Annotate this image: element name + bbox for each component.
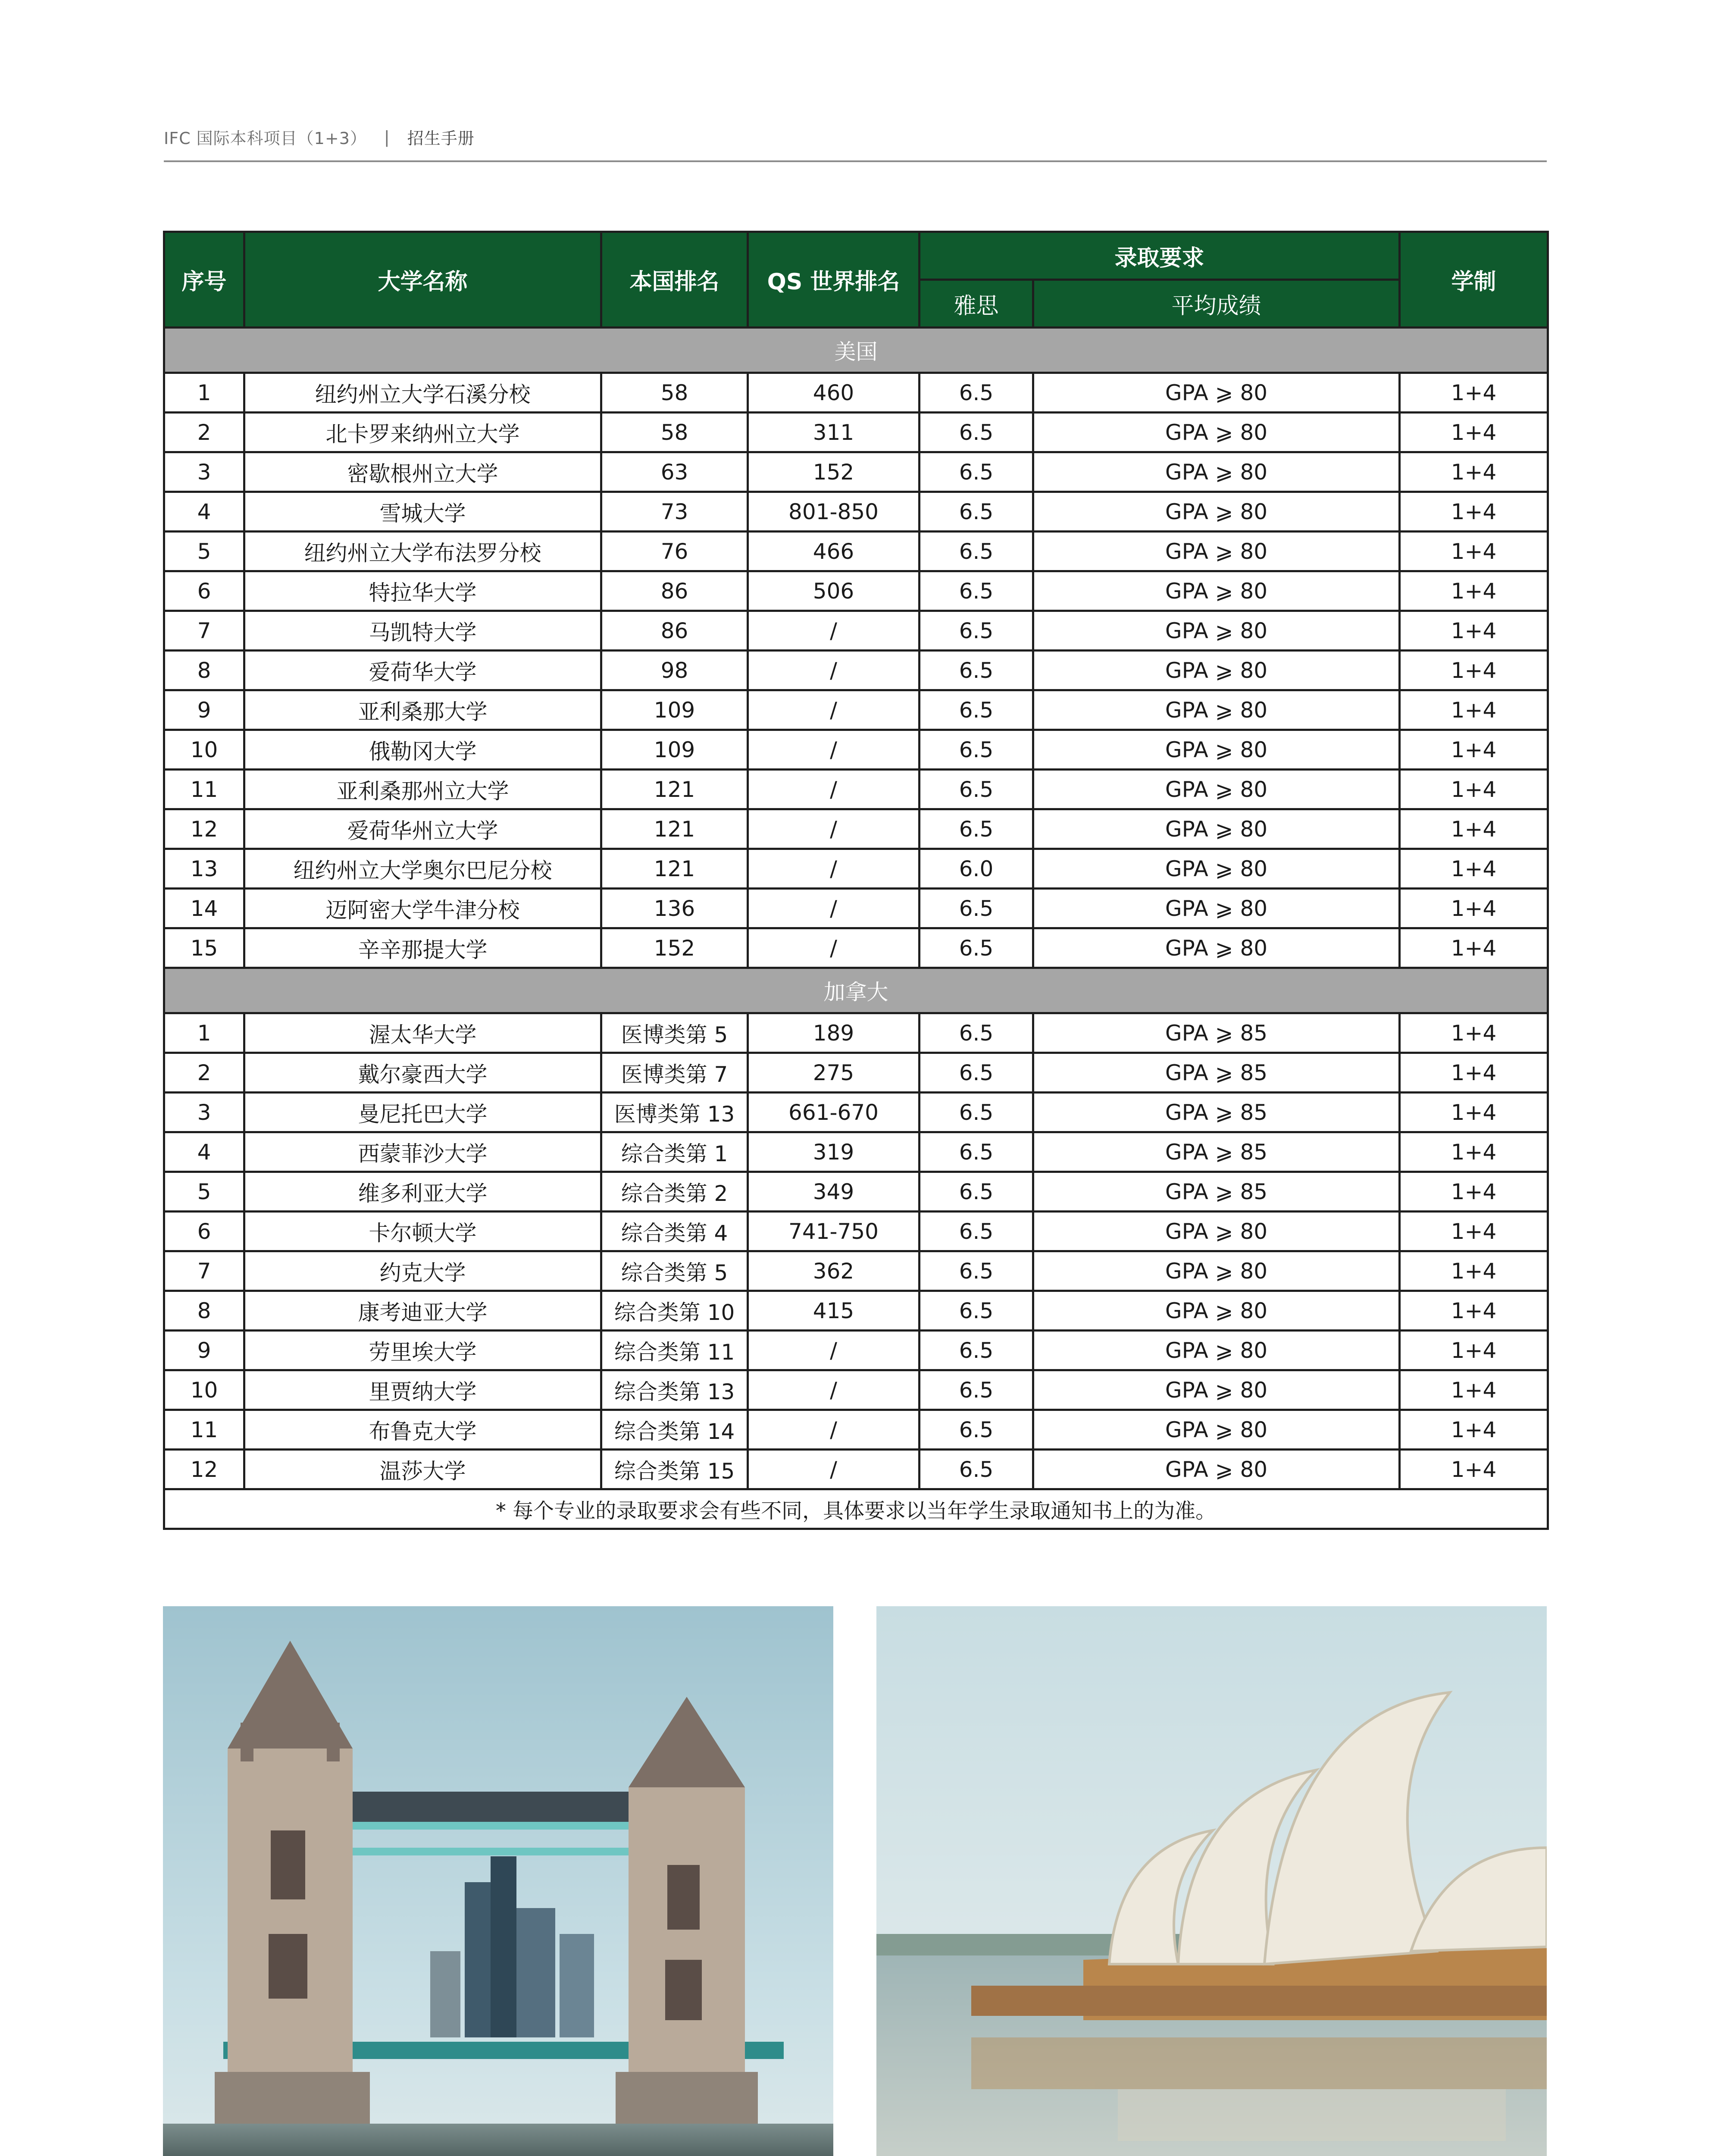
cell-university-name: 北卡罗来纳州立大学 [244, 413, 601, 452]
col-header-duration: 学制 [1400, 232, 1548, 328]
cell-seq: 3 [164, 1093, 244, 1132]
cell-duration: 1+4 [1400, 1251, 1548, 1291]
table-row [164, 571, 1548, 611]
cell-seq: 9 [164, 690, 244, 730]
cell-duration: 1+4 [1400, 452, 1548, 492]
cell-gpa: GPA ⩾ 80 [1033, 452, 1400, 492]
cell-ielts: 6.5 [920, 1013, 1033, 1053]
cell-qs-rank: 460 [748, 373, 920, 413]
table-row [164, 1212, 1548, 1251]
cell-gpa: GPA ⩾ 80 [1033, 413, 1400, 452]
cell-university-name: 纽约州立大学奥尔巴尼分校 [244, 849, 601, 889]
cell-ielts: 6.5 [920, 1331, 1033, 1370]
cell-seq: 8 [164, 1291, 244, 1331]
cell-university-name: 特拉华大学 [244, 571, 601, 611]
col-header-national-rank: 本国排名 [601, 232, 748, 328]
cell-duration: 1+4 [1400, 1093, 1548, 1132]
cell-qs-rank: 362 [748, 1251, 920, 1291]
cell-seq: 2 [164, 1053, 244, 1093]
header-separator: | [384, 127, 390, 147]
cell-seq: 12 [164, 809, 244, 849]
cell-duration: 1+4 [1400, 1291, 1548, 1331]
cell-duration: 1+4 [1400, 1053, 1548, 1093]
cell-ielts: 6.5 [920, 809, 1033, 849]
cell-duration: 1+4 [1400, 690, 1548, 730]
table-row [164, 1251, 1548, 1291]
cell-qs-rank: 801-850 [748, 492, 920, 532]
cell-ielts: 6.5 [920, 1172, 1033, 1212]
cell-gpa: GPA ⩾ 80 [1033, 809, 1400, 849]
table-row [164, 452, 1548, 492]
table-row [164, 413, 1548, 452]
cell-gpa: GPA ⩾ 85 [1033, 1172, 1400, 1212]
cell-qs-rank: / [748, 889, 920, 928]
cell-qs-rank: / [748, 928, 920, 968]
cell-ielts: 6.5 [920, 611, 1033, 651]
cell-gpa: GPA ⩾ 80 [1033, 651, 1400, 690]
cell-duration: 1+4 [1400, 770, 1548, 809]
cell-duration: 1+4 [1400, 1370, 1548, 1410]
cell-ielts: 6.5 [920, 373, 1033, 413]
table-footnote: * 每个专业的录取要求会有些不同，具体要求以当年学生录取通知书上的为准。 [164, 1489, 1548, 1529]
table-row [164, 889, 1548, 928]
sydney-opera-house-photo [876, 1606, 1547, 2156]
cell-university-name: 爱荷华大学 [244, 651, 601, 690]
cell-duration: 1+4 [1400, 1331, 1548, 1370]
cell-ielts: 6.5 [920, 492, 1033, 532]
cell-university-name: 迈阿密大学牛津分校 [244, 889, 601, 928]
cell-duration: 1+4 [1400, 1172, 1548, 1212]
cell-seq: 7 [164, 611, 244, 651]
table-row [164, 1370, 1548, 1410]
cell-gpa: GPA ⩾ 80 [1033, 1370, 1400, 1410]
section-title: 美国 [164, 328, 1548, 373]
cell-qs-rank: / [748, 1450, 920, 1489]
cell-ielts: 6.5 [920, 1093, 1033, 1132]
cell-qs-rank: / [748, 730, 920, 770]
cell-university-name: 雪城大学 [244, 492, 601, 532]
cell-qs-rank: 661-670 [748, 1093, 920, 1132]
table-row [164, 373, 1548, 413]
section-row [164, 968, 1548, 1013]
cell-seq: 11 [164, 1410, 244, 1450]
cell-gpa: GPA ⩾ 80 [1033, 1212, 1400, 1251]
cell-qs-rank: 189 [748, 1013, 920, 1053]
cell-university-name: 亚利桑那州立大学 [244, 770, 601, 809]
cell-university-name: 戴尔豪西大学 [244, 1053, 601, 1093]
cell-qs-rank: / [748, 611, 920, 651]
cell-ielts: 6.5 [920, 770, 1033, 809]
cell-national-rank: 综合类第 2 [601, 1172, 748, 1212]
cell-seq: 9 [164, 1331, 244, 1370]
cell-university-name: 温莎大学 [244, 1450, 601, 1489]
cell-national-rank: 86 [601, 611, 748, 651]
table-row [164, 770, 1548, 809]
col-header-ielts: 雅思 [920, 280, 1033, 328]
cell-qs-rank: 152 [748, 452, 920, 492]
cell-ielts: 6.5 [920, 1132, 1033, 1172]
cell-qs-rank: / [748, 1370, 920, 1410]
cell-national-rank: 98 [601, 651, 748, 690]
cell-gpa: GPA ⩾ 85 [1033, 1093, 1400, 1132]
table-row [164, 1291, 1548, 1331]
cell-qs-rank: 349 [748, 1172, 920, 1212]
cell-qs-rank: / [748, 651, 920, 690]
cell-national-rank: 医博类第 5 [601, 1013, 748, 1053]
cell-ielts: 6.5 [920, 651, 1033, 690]
col-header-name: 大学名称 [244, 232, 601, 328]
cell-seq: 6 [164, 571, 244, 611]
cell-seq: 6 [164, 1212, 244, 1251]
table-row [164, 492, 1548, 532]
cell-gpa: GPA ⩾ 80 [1033, 928, 1400, 968]
cell-qs-rank: 319 [748, 1132, 920, 1172]
cell-gpa: GPA ⩾ 80 [1033, 571, 1400, 611]
cell-ielts: 6.5 [920, 1410, 1033, 1450]
cell-duration: 1+4 [1400, 849, 1548, 889]
cell-qs-rank: / [748, 1410, 920, 1450]
table-row [164, 730, 1548, 770]
cell-duration: 1+4 [1400, 730, 1548, 770]
cell-seq: 1 [164, 1013, 244, 1053]
header-rule [164, 160, 1547, 162]
cell-gpa: GPA ⩾ 80 [1033, 690, 1400, 730]
cell-seq: 8 [164, 651, 244, 690]
cell-ielts: 6.5 [920, 452, 1033, 492]
cell-duration: 1+4 [1400, 651, 1548, 690]
table-row [164, 1132, 1548, 1172]
table-row [164, 1093, 1548, 1132]
cell-ielts: 6.5 [920, 1291, 1033, 1331]
cell-national-rank: 109 [601, 730, 748, 770]
cell-gpa: GPA ⩾ 80 [1033, 770, 1400, 809]
cell-national-rank: 综合类第 5 [601, 1251, 748, 1291]
cell-national-rank: 综合类第 11 [601, 1331, 748, 1370]
cell-seq: 3 [164, 452, 244, 492]
cell-seq: 2 [164, 413, 244, 452]
cell-ielts: 6.5 [920, 1450, 1033, 1489]
cell-national-rank: 86 [601, 571, 748, 611]
table-row [164, 1450, 1548, 1489]
cell-ielts: 6.5 [920, 571, 1033, 611]
cell-university-name: 曼尼托巴大学 [244, 1093, 601, 1132]
note-row [164, 1489, 1548, 1529]
cell-national-rank: 58 [601, 373, 748, 413]
brochure-title: 招生手册 [407, 129, 475, 148]
cell-ielts: 6.5 [920, 1053, 1033, 1093]
cell-seq: 7 [164, 1251, 244, 1291]
cell-qs-rank: 311 [748, 413, 920, 452]
cell-seq: 4 [164, 492, 244, 532]
table-row [164, 690, 1548, 730]
cell-gpa: GPA ⩾ 80 [1033, 1291, 1400, 1331]
cell-seq: 11 [164, 770, 244, 809]
cell-seq: 5 [164, 1172, 244, 1212]
cell-university-name: 西蒙菲沙大学 [244, 1132, 601, 1172]
cell-ielts: 6.5 [920, 1251, 1033, 1291]
cell-qs-rank: / [748, 809, 920, 849]
col-header-seq: 序号 [164, 232, 244, 328]
cell-duration: 1+4 [1400, 611, 1548, 651]
cell-university-name: 纽约州立大学石溪分校 [244, 373, 601, 413]
cell-university-name: 布鲁克大学 [244, 1410, 601, 1450]
cell-qs-rank: / [748, 849, 920, 889]
section-title: 加拿大 [164, 968, 1548, 1013]
cell-university-name: 辛辛那提大学 [244, 928, 601, 968]
table-row [164, 1013, 1548, 1053]
cell-qs-rank: 415 [748, 1291, 920, 1331]
cell-seq: 10 [164, 730, 244, 770]
table-row [164, 928, 1548, 968]
cell-national-rank: 121 [601, 809, 748, 849]
cell-national-rank: 医博类第 7 [601, 1053, 748, 1093]
cell-qs-rank: 275 [748, 1053, 920, 1093]
cell-gpa: GPA ⩾ 80 [1033, 1450, 1400, 1489]
cell-national-rank: 58 [601, 413, 748, 452]
table-row [164, 1410, 1548, 1450]
cell-ielts: 6.5 [920, 690, 1033, 730]
cell-ielts: 6.0 [920, 849, 1033, 889]
cell-seq: 10 [164, 1370, 244, 1410]
cell-university-name: 马凯特大学 [244, 611, 601, 651]
table-row [164, 849, 1548, 889]
cell-gpa: GPA ⩾ 80 [1033, 1410, 1400, 1450]
cell-university-name: 亚利桑那大学 [244, 690, 601, 730]
cell-duration: 1+4 [1400, 1410, 1548, 1450]
cell-national-rank: 76 [601, 532, 748, 571]
cell-national-rank: 152 [601, 928, 748, 968]
cell-duration: 1+4 [1400, 571, 1548, 611]
cell-university-name: 劳里埃大学 [244, 1331, 601, 1370]
table-row [164, 1053, 1548, 1093]
cell-gpa: GPA ⩾ 80 [1033, 849, 1400, 889]
cell-duration: 1+4 [1400, 928, 1548, 968]
cell-duration: 1+4 [1400, 809, 1548, 849]
cell-national-rank: 综合类第 14 [601, 1410, 748, 1450]
cell-qs-rank: 506 [748, 571, 920, 611]
cell-ielts: 6.5 [920, 1370, 1033, 1410]
cell-national-rank: 109 [601, 690, 748, 730]
cell-university-name: 维多利亚大学 [244, 1172, 601, 1212]
cell-gpa: GPA ⩾ 80 [1033, 532, 1400, 571]
tower-bridge-photo [163, 1606, 833, 2156]
cell-university-name: 密歇根州立大学 [244, 452, 601, 492]
col-header-gpa: 平均成绩 [1033, 280, 1400, 328]
cell-seq: 15 [164, 928, 244, 968]
cell-university-name: 爱荷华州立大学 [244, 809, 601, 849]
cell-duration: 1+4 [1400, 1212, 1548, 1251]
cell-qs-rank: 466 [748, 532, 920, 571]
cell-university-name: 纽约州立大学布法罗分校 [244, 532, 601, 571]
cell-qs-rank: / [748, 770, 920, 809]
table-body [164, 328, 1548, 1529]
cell-duration: 1+4 [1400, 413, 1548, 452]
running-header [164, 125, 475, 149]
cell-seq: 12 [164, 1450, 244, 1489]
cell-gpa: GPA ⩾ 85 [1033, 1053, 1400, 1093]
cell-duration: 1+4 [1400, 492, 1548, 532]
cell-national-rank: 136 [601, 889, 748, 928]
cell-gpa: GPA ⩾ 80 [1033, 611, 1400, 651]
cell-university-name: 约克大学 [244, 1251, 601, 1291]
cell-national-rank: 医博类第 13 [601, 1093, 748, 1132]
cell-gpa: GPA ⩾ 80 [1033, 730, 1400, 770]
cell-qs-rank: 741-750 [748, 1212, 920, 1251]
cell-ielts: 6.5 [920, 928, 1033, 968]
table-row [164, 611, 1548, 651]
cell-duration: 1+4 [1400, 1450, 1548, 1489]
cell-ielts: 6.5 [920, 413, 1033, 452]
cell-ielts: 6.5 [920, 1212, 1033, 1251]
university-table [163, 231, 1549, 1530]
cell-ielts: 6.5 [920, 889, 1033, 928]
cell-duration: 1+4 [1400, 889, 1548, 928]
cell-university-name: 康考迪亚大学 [244, 1291, 601, 1331]
cell-seq: 14 [164, 889, 244, 928]
cell-seq: 13 [164, 849, 244, 889]
section-row [164, 328, 1548, 373]
table-row [164, 1172, 1548, 1212]
cell-national-rank: 73 [601, 492, 748, 532]
cell-gpa: GPA ⩾ 85 [1033, 1013, 1400, 1053]
cell-national-rank: 综合类第 4 [601, 1212, 748, 1251]
cell-national-rank: 121 [601, 770, 748, 809]
cell-ielts: 6.5 [920, 532, 1033, 571]
cell-seq: 4 [164, 1132, 244, 1172]
cell-gpa: GPA ⩾ 85 [1033, 1132, 1400, 1172]
cell-gpa: GPA ⩾ 80 [1033, 1251, 1400, 1291]
cell-national-rank: 综合类第 10 [601, 1291, 748, 1331]
cell-national-rank: 综合类第 1 [601, 1132, 748, 1172]
table-row [164, 809, 1548, 849]
cell-duration: 1+4 [1400, 373, 1548, 413]
cell-national-rank: 121 [601, 849, 748, 889]
col-header-admission: 录取要求 [920, 232, 1400, 280]
table-row [164, 1331, 1548, 1370]
cell-seq: 5 [164, 532, 244, 571]
cell-duration: 1+4 [1400, 1013, 1548, 1053]
cell-gpa: GPA ⩾ 80 [1033, 1331, 1400, 1370]
cell-national-rank: 综合类第 15 [601, 1450, 748, 1489]
cell-seq: 1 [164, 373, 244, 413]
cell-university-name: 里贾纳大学 [244, 1370, 601, 1410]
table-row [164, 532, 1548, 571]
program-name: IFC 国际本科项目（1+3） [164, 129, 367, 148]
cell-university-name: 渥太华大学 [244, 1013, 601, 1053]
table-row [164, 651, 1548, 690]
cell-gpa: GPA ⩾ 80 [1033, 373, 1400, 413]
cell-ielts: 6.5 [920, 730, 1033, 770]
cell-duration: 1+4 [1400, 1132, 1548, 1172]
cell-qs-rank: / [748, 690, 920, 730]
cell-qs-rank: / [748, 1331, 920, 1370]
cell-national-rank: 63 [601, 452, 748, 492]
cell-university-name: 俄勒冈大学 [244, 730, 601, 770]
cell-national-rank: 综合类第 13 [601, 1370, 748, 1410]
cell-gpa: GPA ⩾ 80 [1033, 492, 1400, 532]
cell-university-name: 卡尔顿大学 [244, 1212, 601, 1251]
cell-gpa: GPA ⩾ 80 [1033, 889, 1400, 928]
col-header-qs-rank: QS 世界排名 [748, 232, 920, 328]
cell-duration: 1+4 [1400, 532, 1548, 571]
